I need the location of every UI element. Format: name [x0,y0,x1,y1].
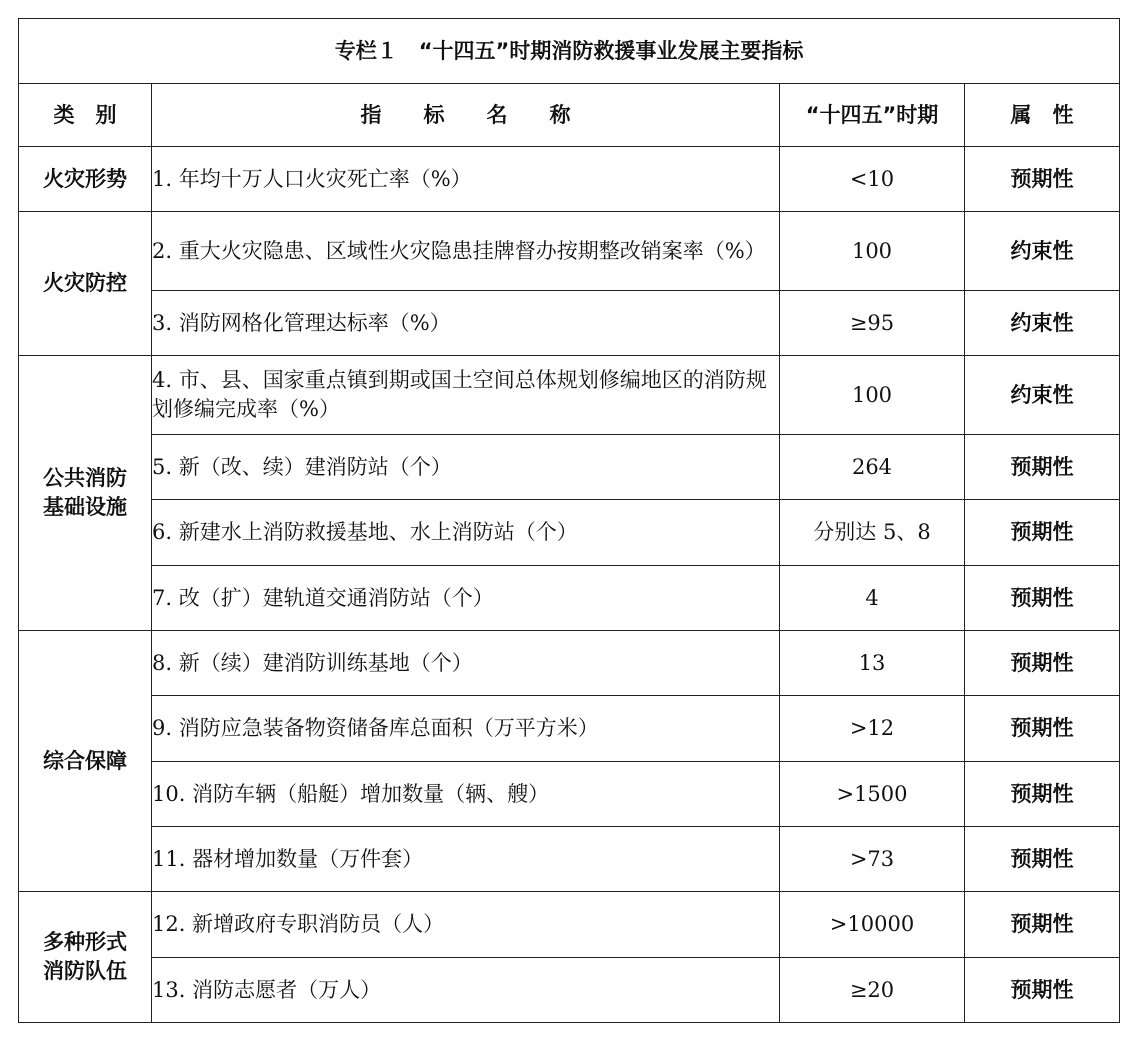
attribute-value: 预期性 [965,631,1120,696]
category-label: 多种形式 [43,930,127,954]
indicator-name: 4. 市、县、国家重点镇到期或国土空间总体规划修编地区的消防规划修编完成率（%） [152,356,780,435]
attribute-value: 预期性 [965,696,1120,762]
indicator-name: 1. 年均十万人口火灾死亡率（%） [152,147,780,212]
attribute-value: 约束性 [965,291,1120,356]
indicator-name: 12. 新增政府专职消防员（人） [152,892,780,958]
target-value: 13 [780,631,965,696]
indicator-name: 10. 消防车辆（船艇）增加数量（辆、艘） [152,762,780,827]
attribute-value: 预期性 [965,958,1120,1023]
table-row [19,147,1120,212]
table-row [19,435,1120,500]
category-cell [19,212,152,356]
target-value: <10 [780,147,965,212]
category-label: 综合保障 [43,748,127,773]
attribute-value: 约束性 [965,212,1120,291]
category-label: 消防队伍 [43,959,127,983]
target-value: ≥95 [780,291,965,356]
header-category: 类 别 [19,84,152,147]
attribute-value: 预期性 [965,147,1120,212]
category-label: 公共消防 [43,466,127,490]
table-row [19,892,1120,958]
table-title-row [19,19,1120,84]
target-value: 分别达 5、8 [780,500,965,566]
attribute-value: 预期性 [965,566,1120,631]
attribute-value: 预期性 [965,827,1120,892]
indicator-name: 8. 新（续）建消防训练基地（个） [152,631,780,696]
target-value: >12 [780,696,965,762]
indicator-name: 2. 重大火灾隐患、区域性火灾隐患挂牌督办按期整改销案率（%） [152,212,780,291]
indicator-name: 13. 消防志愿者（万人） [152,958,780,1023]
indicator-name: 6. 新建水上消防救援基地、水上消防站（个） [152,500,780,566]
header-attribute: 属 性 [965,84,1120,147]
attribute-value: 预期性 [965,435,1120,500]
table-row [19,958,1120,1023]
indicator-name: 9. 消防应急装备物资储备库总面积（万平方米） [152,696,780,762]
table-row [19,631,1120,696]
table-row [19,762,1120,827]
category-cell [19,631,152,892]
table-row [19,212,1120,291]
target-value: 100 [780,212,965,291]
category-cell [19,356,152,631]
category-label: 基础设施 [43,495,127,519]
indicator-name: 3. 消防网格化管理达标率（%） [152,291,780,356]
attribute-value: 预期性 [965,500,1120,566]
table-row [19,291,1120,356]
metrics-table [18,18,1120,1023]
attribute-value: 约束性 [965,356,1120,435]
table-row [19,827,1120,892]
category-cell [19,892,152,1023]
attribute-value: 预期性 [965,892,1120,958]
category-cell [19,147,152,212]
indicator-name: 5. 新（改、续）建消防站（个） [152,435,780,500]
header-name: 指 标 名 称 [152,84,780,147]
target-value: 264 [780,435,965,500]
table-title: 专栏１ “十四五”时期消防救援事业发展主要指标 [19,19,1120,84]
header-target: “十四五”时期 [780,84,965,147]
indicator-name: 11. 器材增加数量（万件套） [152,827,780,892]
table-row [19,356,1120,435]
table-row [19,696,1120,762]
table-row [19,500,1120,566]
attribute-value: 预期性 [965,762,1120,827]
indicator-name: 7. 改（扩）建轨道交通消防站（个） [152,566,780,631]
target-value: >1500 [780,762,965,827]
table-row [19,566,1120,631]
category-label: 火灾防控 [43,271,127,295]
target-value: >10000 [780,892,965,958]
target-value: >73 [780,827,965,892]
header-row [19,84,1120,147]
target-value: 100 [780,356,965,435]
target-value: ≥20 [780,958,965,1023]
category-label: 火灾形势 [43,166,127,191]
target-value: 4 [780,566,965,631]
